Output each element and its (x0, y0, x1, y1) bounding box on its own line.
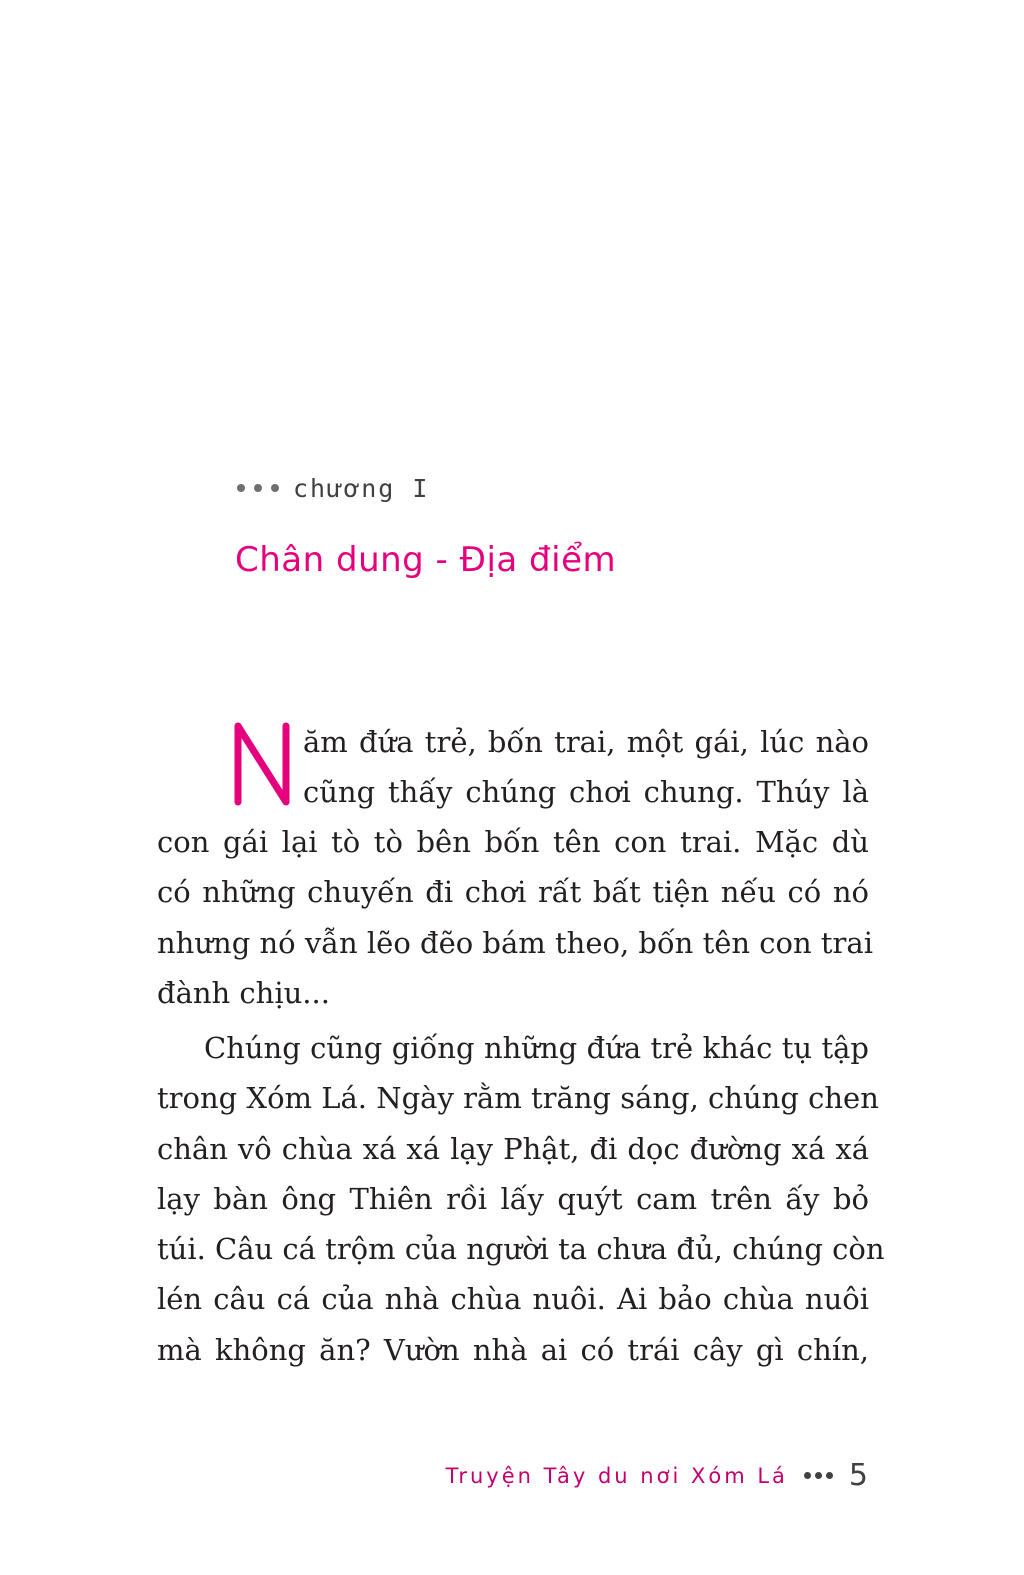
paragraph-1-body (157, 817, 873, 1018)
paragraph-1-line: nhưng nó vẫn lẽo đẽo bám theo, bốn tên con trai (157, 925, 873, 960)
paragraph-1-line: đành chịu... (157, 975, 330, 1010)
paragraph-2-line: chân vô chùa xá xá lạy Phật, đi dọc đường xá xá (157, 1131, 869, 1166)
paragraph-1-line: có những chuyến đi chơi rất bất tiện nếu có nó (157, 875, 869, 910)
footer-dots-icon (804, 1472, 833, 1479)
paragraph-1-indented (303, 717, 869, 818)
paragraph-2-line: lén câu cá của nhà chùa nuôi. Ai bảo chùa nuôi (157, 1282, 869, 1317)
paragraph-2 (157, 1023, 885, 1375)
chapter-dots-icon (237, 484, 279, 492)
chapter-label (237, 470, 429, 506)
paragraph-1-line: cũng thấy chúng chơi chung. Thúy là (303, 775, 869, 810)
page-footer (446, 1458, 868, 1493)
chapter-title: Chân dung - Địa điểm (235, 540, 617, 580)
paragraph-2-line: túi. Câu cá trộm của người ta chưa đủ, chúng còn (157, 1232, 885, 1267)
drop-cap-letter (228, 718, 298, 808)
page-number: 5 (848, 1458, 868, 1493)
paragraph-2-line: lạy bàn ông Thiên rồi lấy quýt cam trên ấy bỏ (157, 1181, 869, 1216)
paragraph-2-line: Chúng cũng giống những đứa trẻ khác tụ tập (204, 1031, 869, 1065)
paragraph-1-line: con gái lại tò tò bên bốn tên con trai. Mặc dù (157, 825, 869, 859)
paragraph-2-line: trong Xóm Lá. Ngày rằm trăng sáng, chúng chen (157, 1081, 879, 1116)
paragraph-1-line: ăm đứa trẻ, bốn trai, một gái, lúc nào (303, 725, 869, 759)
running-title: Truyện Tây du nơi Xóm Lá (445, 1463, 788, 1488)
paragraph-2-line: mà không ăn? Vườn nhà ai có trái cây gì chín, (157, 1332, 869, 1367)
chapter-number: chương I (293, 473, 430, 503)
